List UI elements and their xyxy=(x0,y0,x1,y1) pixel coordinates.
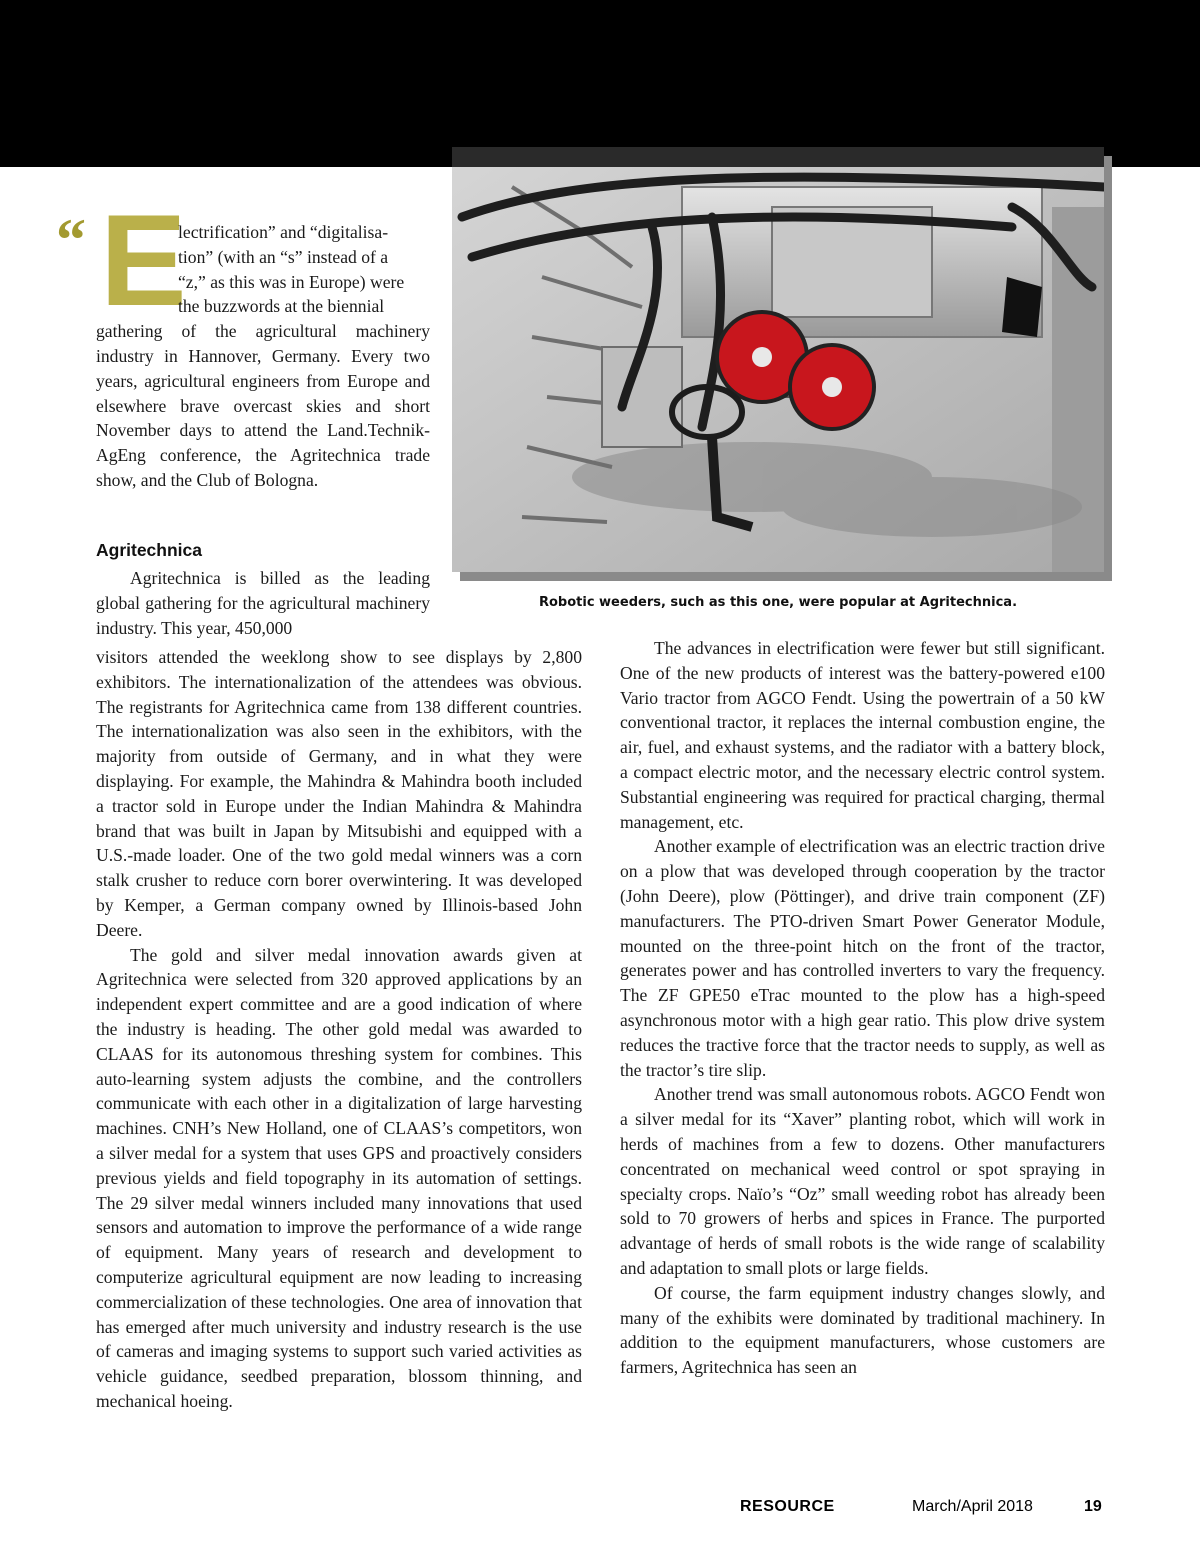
folio-page-number: 19 xyxy=(1084,1498,1102,1515)
section-heading: Agritechnica xyxy=(96,540,202,560)
paragraph-1-continued: visitors attended the weeklong show to see displays by 2,800 exhibitors. The internationalization of the attendees was obvious. The registrants for Agritechnica came from 138 different countries. The internationalization was also seen in the exhibitors, with the majority from outside of Germany, and in what they were displaying. For example, the Mahindra & Mahindra booth included a tractor sold in Europe under the Indian Mahindra & Mahindra brand that was built in Japan by Mitsubishi and equipped with a U.S.-made loader. One of the two gold medal winners was a corn stalk crusher to reduce corn borer overwintering. It was developed by Kemper, a German company owned by Illinois-based John Deere. xyxy=(96,647,582,940)
robotic-weeder-photo xyxy=(452,147,1104,572)
photo-caption: Robotic weeders, such as this one, were popular at Agritechnica. xyxy=(538,595,1018,610)
paragraph-electrification: The advances in electrification were fewer but still significant. One of the new products of interest was the battery-powered e100 Vario tractor from AGCO Fendt. Using the powertrain of a 50 kW conventional tractor, it replaces the internal combustion engine, the air, fuel, and exhaust systems, and the radiator with a battery block, a compact electric motor, and the necessary electric control system. Substantial engineering was required for practical charging, thermal management, etc. xyxy=(620,638,1105,832)
header-black-band xyxy=(0,0,1200,167)
paragraph-traditional: Of course, the farm equipment industry changes slowly, and many of the exhibits were dominated by traditional machinery. In addition to the equipment manufacturers, whose customers are farmers, Agritechnica has seen an xyxy=(620,1282,1105,1378)
dropcap-letter: E xyxy=(100,187,187,333)
left-column-body xyxy=(96,645,582,1414)
paragraph-2: The gold and silver medal innovation awards given at Agritechnica were selected from 320 approved applications by an independent expert committee and are a good indication of where the industry is heading. The other gold medal was awarded to CLAAS for its autonomous threshing system for combines. This auto-learning system adjusts the combine, and the controllers communicate with each other in a digitalization of large harvesting machines. CNH’s New Holland, one of CLAAS’s competitors, won a silver medal for a system that uses GPS and proactively considers previous yields and field topography in its automation of settings. The 29 silver medal winners included many innovations that used sensors and automation to improve the performance of a wide range of equipment. Many years of research and development to computerize agricultural equipment are now leading to increasing commercialization of these technologies. One area of innovation that has emerged after much university and industry research is the use of cameras and imaging systems to support such varied activities as vehicle guidance, seedbed preparation, blossom thinning, and mechanical hoeing. xyxy=(96,944,582,1411)
intro-line-4: the buzzwords at the biennial xyxy=(178,296,385,317)
paragraph-robots: Another trend was small autonomous robots. AGCO Fendt won a silver medal for its “Xaver” planting robot, which will work in herds of machines from a few to dozens. Other manufacturers concentrated on mechanical weed control or spot spraying in specialty crops. Naïo’s “Oz” small weeding robot has already been sold to 70 growers of herbs and spices in France. The purported advantage of herds of small robots is the wide range of scalability and adaptation to small plots or large fields. xyxy=(620,1084,1105,1278)
paragraph-1-start: Agritechnica is billed as the leading global gathering for the agricultural machinery industry. This year, 450,000 xyxy=(96,568,430,638)
para1-top-block xyxy=(96,566,430,640)
intro-column xyxy=(96,220,430,493)
paragraph-plow-drive: Another example of electrification was an electric traction drive on a plow that was developed through cooperation by the tractor (John Deere), plow (Pöttinger), and drive train component (ZF) manufacturers. The PTO-driven Smart Power Generator Module, mounted on the three-point hitch on the front of the tractor, generates power and has controlled inverters to vary the frequency. The ZF GPE50 eTrac mounted to the plow has a high-speed asynchronous motor with a high gear ratio. This plow drive system reduces the tractive force that the tractor needs to supply, as well as the tractor’s tire slip. xyxy=(620,836,1105,1080)
folio-magazine-name: RESOURCE xyxy=(740,1498,835,1515)
folio-issue-date: March/April 2018 xyxy=(912,1498,1033,1515)
right-column-body xyxy=(620,636,1105,1380)
intro-line-3: “z,” as this was in Europe) were xyxy=(178,271,405,292)
dropcap-quote-mark: “ xyxy=(56,207,86,273)
intro-line-2: tion” (with an “s” instead of a xyxy=(178,246,389,267)
intro-paragraph-rest: gathering of the agricultural machinery industry in Hannover, Germany. Every two years, agricultural engineers from Europe and elsewhere brave overcast skies and short November days to attend the Land.Technik-AgEng conference, the Agritechnica trade show, and the Club of Bologna. xyxy=(96,321,430,490)
intro-line-1: lectrification” and “digitalisa- xyxy=(178,222,389,242)
